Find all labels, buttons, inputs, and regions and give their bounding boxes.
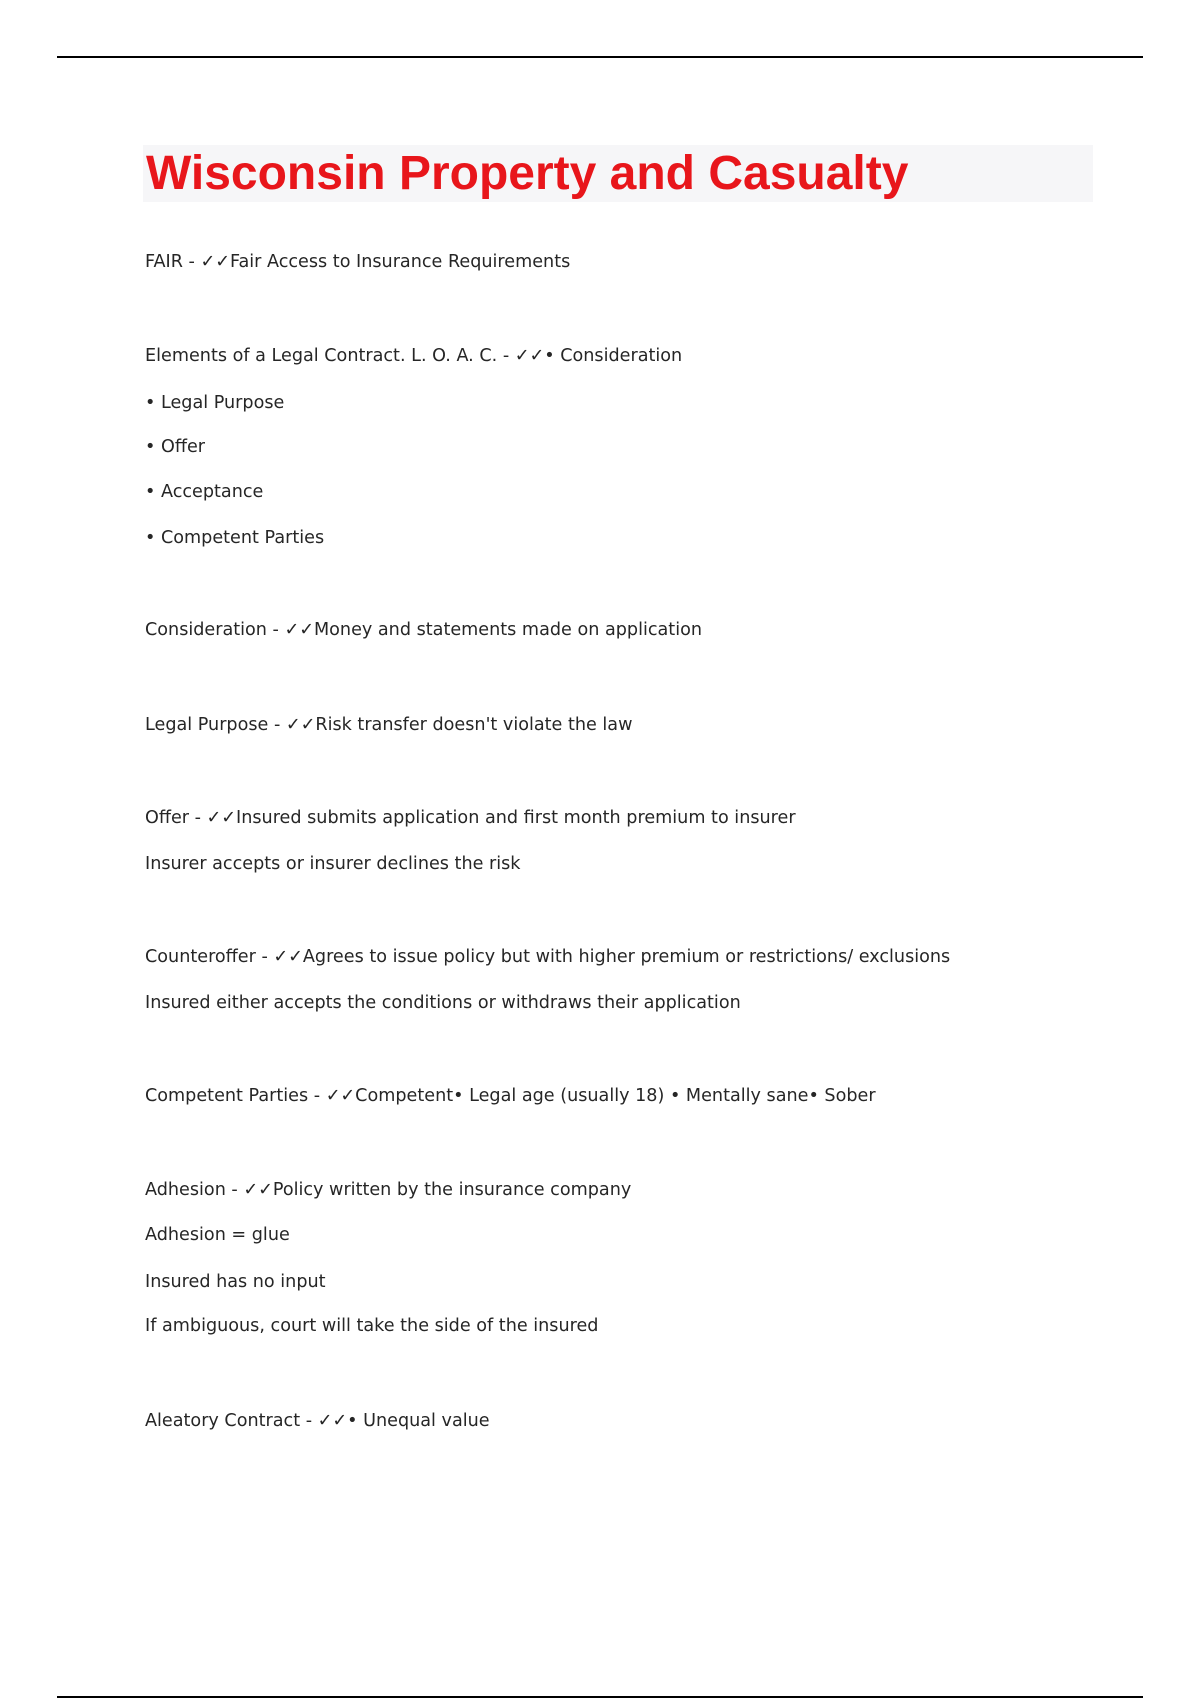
term-consideration: Consideration - ✓✓Money and statements made on application bbox=[145, 620, 702, 640]
list-item-acceptance: • Acceptance bbox=[145, 482, 264, 502]
term-elements-of-legal-contract: Elements of a Legal Contract. L. O. A. C. - ✓✓• Consideration bbox=[145, 346, 683, 366]
term-adhesion-detail-3: If ambiguous, court will take the side of the insured bbox=[145, 1316, 599, 1336]
title-banner bbox=[143, 145, 1093, 202]
term-adhesion: Adhesion - ✓✓Policy written by the insurance company bbox=[145, 1180, 632, 1200]
term-offer: Offer - ✓✓Insured submits application and first month premium to insurer bbox=[145, 808, 796, 828]
header-rule bbox=[57, 56, 1143, 58]
list-item-competent-parties: • Competent Parties bbox=[145, 528, 325, 548]
term-adhesion-detail-1: Adhesion = glue bbox=[145, 1225, 290, 1245]
term-aleatory-contract: Aleatory Contract - ✓✓• Unequal value bbox=[145, 1411, 490, 1431]
footer-rule bbox=[57, 1696, 1143, 1698]
term-legal-purpose: Legal Purpose - ✓✓Risk transfer doesn't violate the law bbox=[145, 715, 633, 735]
term-counteroffer-detail: Insured either accepts the conditions or withdraws their application bbox=[145, 993, 741, 1013]
list-item-legal-purpose: • Legal Purpose bbox=[145, 393, 285, 413]
term-fair: FAIR - ✓✓Fair Access to Insurance Requirements bbox=[145, 252, 571, 272]
term-adhesion-detail-2: Insured has no input bbox=[145, 1272, 326, 1292]
document-title: Wisconsin Property and Casualty bbox=[146, 147, 909, 200]
term-counteroffer: Counteroffer - ✓✓Agrees to issue policy but with higher premium or restrictions/ exclusions bbox=[145, 947, 951, 967]
term-offer-detail: Insurer accepts or insurer declines the risk bbox=[145, 854, 521, 874]
list-item-offer: • Offer bbox=[145, 437, 205, 457]
term-competent-parties: Competent Parties - ✓✓Competent• Legal age (usually 18) • Mentally sane• Sober bbox=[145, 1086, 876, 1106]
